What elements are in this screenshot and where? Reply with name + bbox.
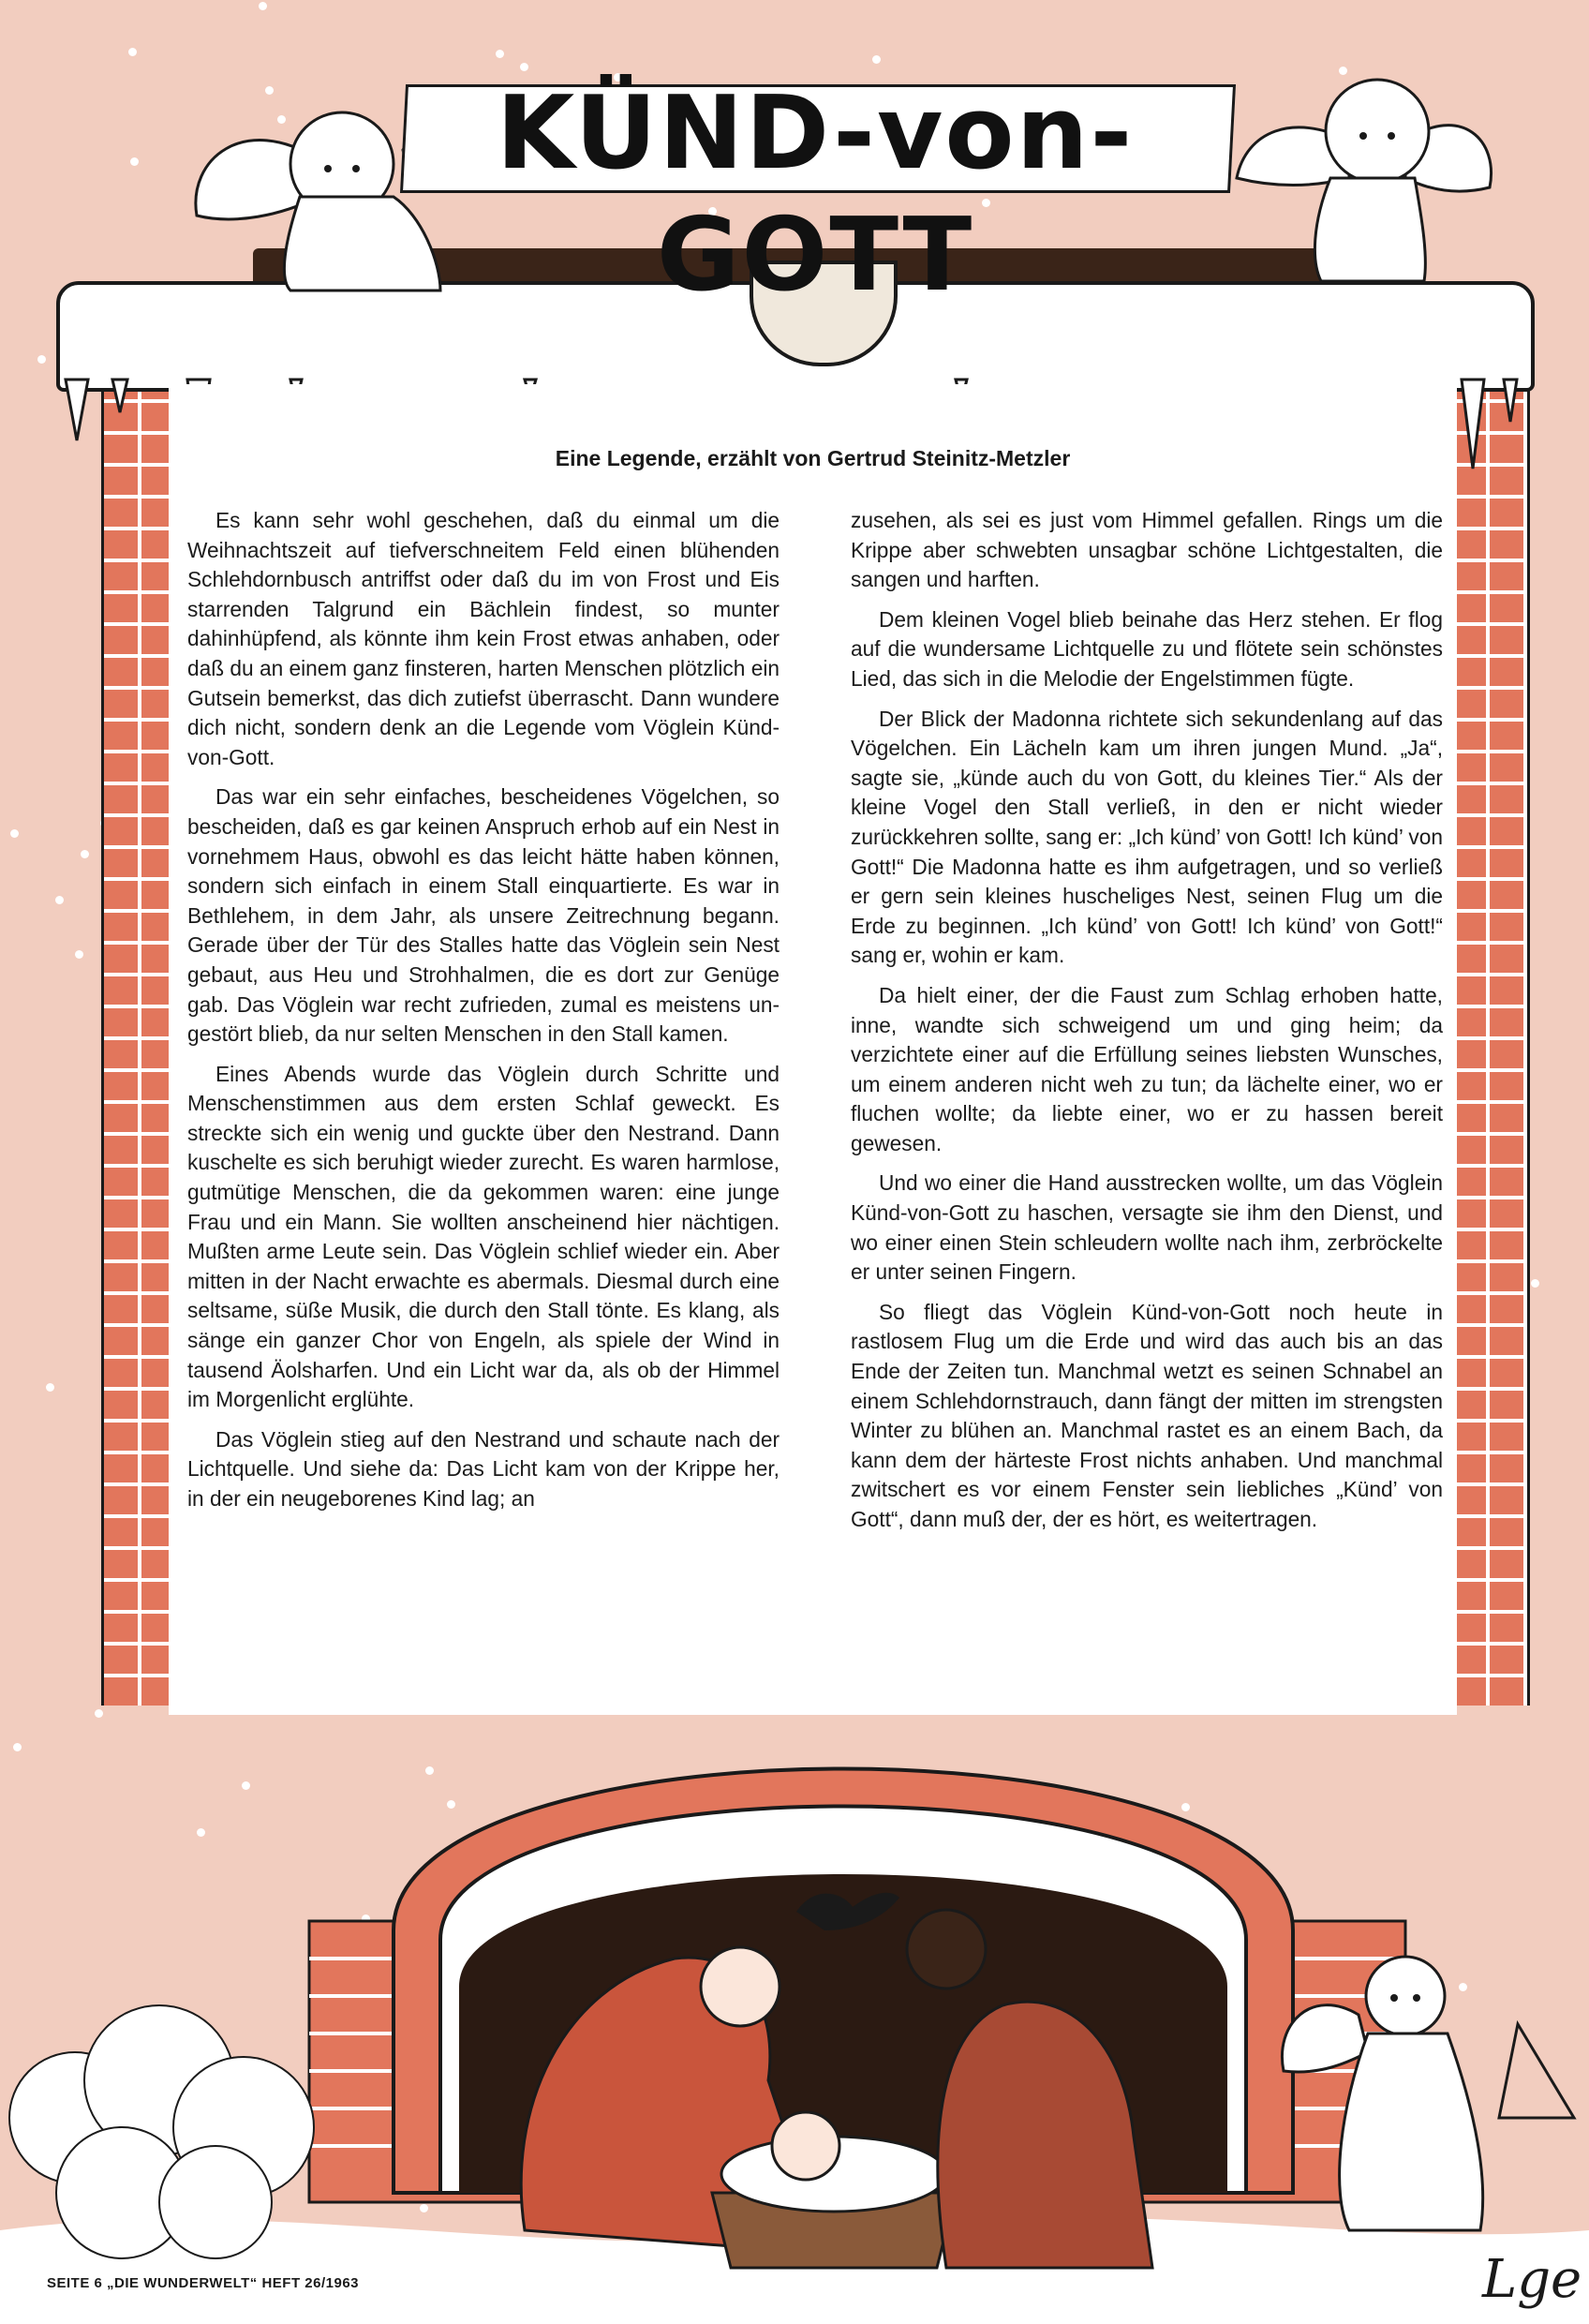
paragraph: Und wo einer die Hand ausstrecken wollte, um das Vöglein Künd-von-Gott zu haschen, versagte sie ihm den Dienst, und wo einer einen Stein schleudern wollte nach ihm, zerbröckelte er unter seinen Fingern. [851, 1170, 1443, 1285]
paragraph: Das war ein sehr einfaches, bescheidenes Vögelchen, so bescheiden, daß es gar keinen Anspruch erhob auf ein Nest in vornehmem Haus, obwohl es das leicht hätte haben können, sondern sich einfach in einem Stall einquartierte. Es war in Bethlehem, in dem Jahr, als unsere Zeitrechnung begann. Gerade über der Tür des Stalles hatte das Vöglein sein Nest gebaut, aus Heu und Strohhalmen, die es dort zur Genüge gab. Das Vöglein war recht zufrieden, zumal es meistens ungestört blieb, da nur selten Menschen in den Stall kamen. [187, 784, 780, 1047]
paragraph: Dem kleinen Vogel blieb beinahe das Herz stehen. Er flog auf die wundersame Lichtquelle zu und flötete sein schönstes Lied, das sich in die Melodie der Engelstimmen fügte. [851, 606, 1443, 691]
snow-dot [10, 829, 19, 838]
article-column-left [187, 506, 780, 1525]
snow-dot [1531, 1279, 1539, 1288]
paragraph: So fliegt das Vöglein Künd-von-Gott noch heute in rastlosem Flug um die Erde und wird das auch bis an das Ende der Zeiten tun. Manchmal wetzt es seinen Schnabel an einem Schlehdornstrauch, dann fängt der mitten im strengsten Winter zu blühen an. Manchmal rastet es an einem Bach, da kann dem der härteste Frost nichts anhaben. Und manchmal zwitschert es vor einem Fenster sein liebliches „Künd’ von Gott“, dann muß der, der es hört, es weitertragen. [851, 1299, 1443, 1531]
nativity-scene-illustration [0, 1706, 1589, 2324]
page-footer: SEITE 6 „DIE WUNDERWELT“ HEFT 26/1963 [47, 2275, 360, 2291]
paragraph: Es kann sehr wohl geschehen, daß du einmal um die Weihnachtszeit auf tiefverschneitem Feld einen blühenden Schlehdornbusch antriffst oder daß du im von Frost und Eis starrenden Talgrund ein Bächlein findest, so munter dahinhüpfend, als könnte ihm kein Frost etwas anhaben, oder daß du an einem ganz finsteren, harten Menschen plötzlich ein Gutsein bemerkst, das dich zutiefst überrascht. Dann wundere dich nicht, sondern denk an die Legende vom Vöglein Künd-von-Gott. [187, 508, 780, 769]
paragraph: Das Vöglein stieg auf den Nestrand und schaute nach der Lichtquelle. Und siehe da: Das Licht kam von der Krippe her, in der ein neugeborenes Kind lag; an [187, 1426, 780, 1511]
left-brick-pillar [101, 356, 177, 1706]
page-title: KÜND-von-GOTT [496, 75, 1135, 314]
artist-signature: Lge [1482, 2249, 1582, 2310]
snow-dot [81, 850, 89, 858]
snow-dot [46, 1383, 54, 1392]
snow-dot [55, 896, 64, 904]
paragraph: Da hielt einer, der die Faust zum Schlag erhoben hatte, inne, wandte sich schweigend um und ging heim; da verzichtete einer auf die Erfüllung seines liebsten Wunsches, um einem anderen nicht weh zu tun; da lächelte einer, wo er fluchen wollte; da liebte einer, wo er zu hassen bereit gewesen. [851, 982, 1443, 1155]
paragraph: zusehen, als sei es just vom Himmel gefallen. Rings um die Krippe aber schwebten unsagbar schöne Lichtgestalten, die sangen und harften. [851, 508, 1443, 592]
paragraph: Eines Abends wurde das Vöglein durch Schritte und Menschenstimmen aus dem ersten Schlaf geweckt. Es streckte sich ein wenig und guckte über den Nestrand. Dann kuschelte es sich beruhigt wieder zurecht. Es waren harmlose, gutmütige Menschen, die da gekommen waren: eine junge Frau und ein Mann. Sie wollten anscheinend hier nächtigen. Mußten arme Leute sein. Das Vöglein schlief wieder ein. Aber mitten in der Nacht erwachte es abermals. Diesmal durch eine seltsame, süße Musik, die durch den Stall tönte. Es klang, als sänge ein ganzer Chor von Engeln, als spiele der Wind in tausend Äolsharfen. Und ein Licht war da, als ob der Himmel im Morgenlicht erglühte. [187, 1061, 780, 1412]
right-brick-pillar [1452, 356, 1530, 1706]
paragraph: Der Blick der Madonna richtete sich sekundenlang auf das Vögelchen. Ein Lächeln kam um ihren jungen Mund. „Ja“, sagte sie, „künde auch du von Gott, du kleines Tier.“ Als der kleine Vogel den Stall verließ, in den er nicht wieder zurückkehren sollte, sang er: „Ich künd’ von Gott! Ich künd’ von Gott!“ Die Madonna hatte es ihm aufgetragen, und so verließ er gern sein kleines huscheliges Nest, seinen Flug um die Erde zu beginnen. „Ich künd’ von Gott! Ich künd’ von Gott!“ sang er, wohin er kam. [851, 706, 1443, 968]
article-column-right [851, 506, 1443, 1545]
article-subtitle: Eine Legende, erzählt von Gertrud Steinitz-Metzler [555, 446, 1071, 470]
snow-dot [75, 950, 83, 959]
